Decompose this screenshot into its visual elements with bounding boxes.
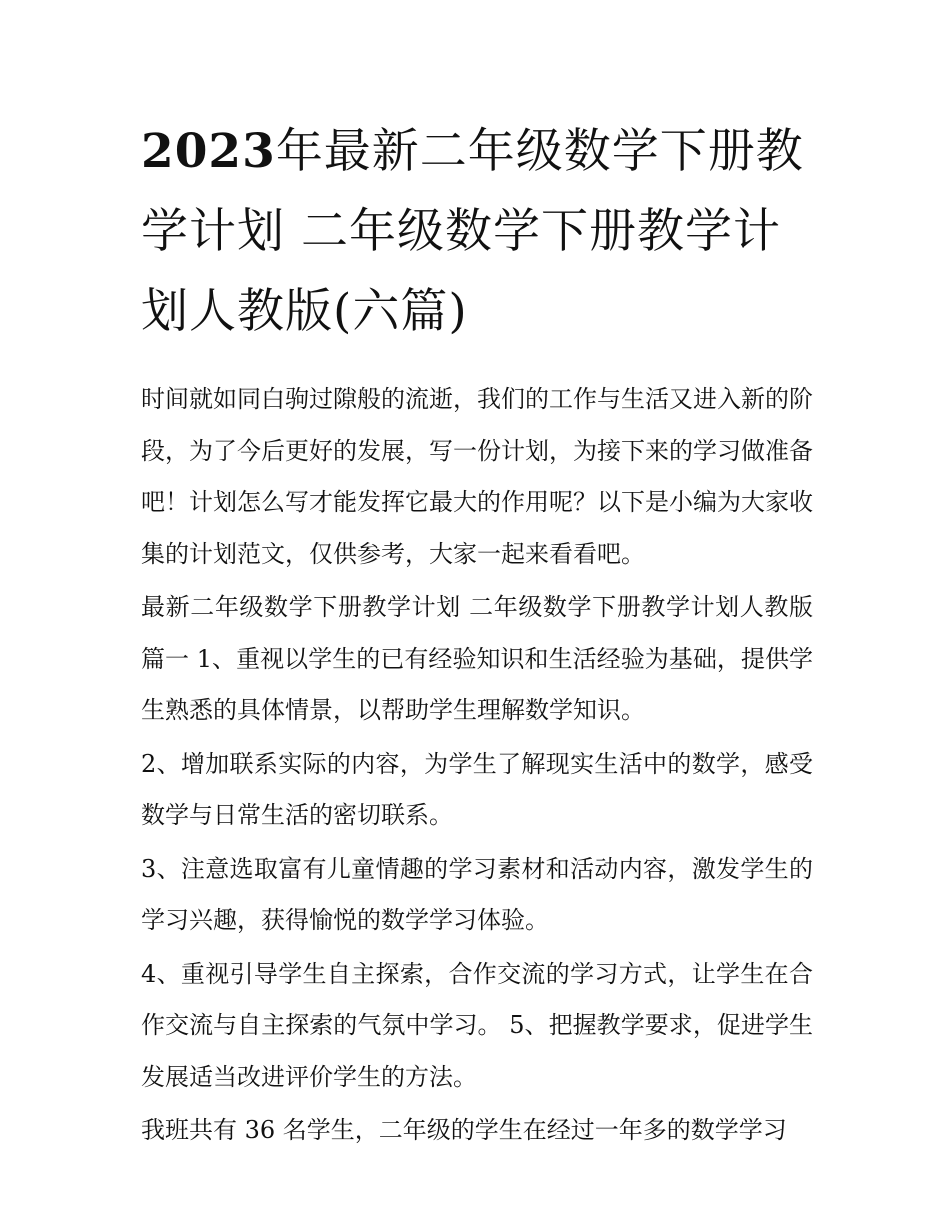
document-body [141, 374, 813, 1157]
paragraph-class-info: 我班共有 36 名学生，二年级的学生在经过一年多的数学学习 [141, 1116, 787, 1144]
paragraph-point-4-5: 4、重视引导学生自主探索，合作交流的学习方式，让学生在合作交流与自主探索的气氛中学习。 5、把握教学要求，促进学生发展适当改进评价学生的方法。 [141, 959, 813, 1091]
title-year: 2023 [141, 124, 276, 179]
document-content [141, 112, 813, 1159]
paragraph-intro: 时间就如同白驹过隙般的流逝，我们的工作与生活又进入新的阶段，为了今后更好的发展，写一份计划，为接下来的学习做准备吧！计划怎么写才能发挥它最大的作用呢？以下是小编为大家收集的计划范文，仅供参考，大家一起来看看吧。 [141, 385, 813, 568]
paragraph-point-3: 3、注意选取富有儿童情趣的学习素材和活动内容，激发学生的学习兴趣，获得愉悦的数学学习体验。 [141, 854, 813, 934]
paragraph-section-one: 最新二年级数学下册教学计划 二年级数学下册教学计划人教版篇一 1、重视以学生的已有经验知识和生活经验为基础，提供学生熟悉的具体情景，以帮助学生理解数学知识。 [141, 593, 813, 724]
paragraph-point-2: 2、增加联系实际的内容，为学生了解现实生活中的数学，感受数学与日常生活的密切联系。 [141, 749, 813, 829]
document-title [141, 112, 813, 352]
title-text: 年最新二年级数学下册教学计划 二年级数学下册教学计划人教版(六篇) [141, 124, 804, 339]
